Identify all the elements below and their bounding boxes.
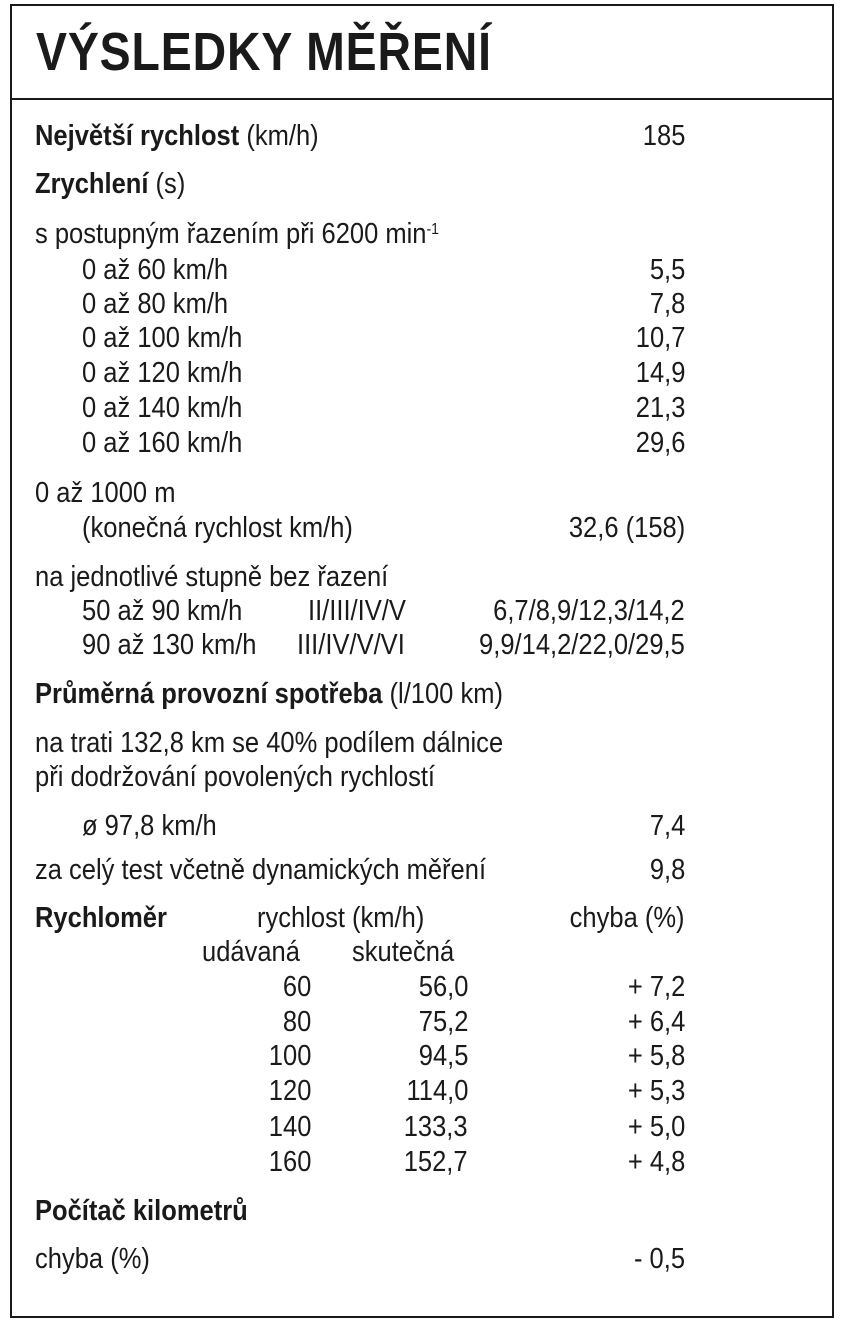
accel-row-label: 0 až 120 km/h — [82, 357, 243, 389]
speedometer-indicated: 160 — [268, 1146, 311, 1178]
acceleration-label: Zrychlení (s) — [35, 168, 186, 200]
accel-row-label: 0 až 140 km/h — [82, 392, 243, 424]
accel-row-label: 0 až 160 km/h — [82, 427, 243, 459]
accel-row-value: 21,3 — [635, 392, 685, 424]
elastic-row-gears: III/IV/V/VI — [297, 629, 405, 661]
elastic-intro: na jednotlivé stupně bez řazení — [35, 561, 389, 593]
speedometer-actual: 75,2 — [418, 1006, 468, 1038]
max-speed-label: Největší rychlost (km/h) — [35, 120, 319, 152]
speedometer-error: + 4,8 — [627, 1146, 685, 1178]
speedometer-indicated: 80 — [282, 1006, 311, 1038]
speedometer-error: + 5,3 — [627, 1075, 685, 1107]
page-title: VÝSLEDKY MĚŘENÍ — [36, 22, 492, 82]
accel-row-value: 29,6 — [635, 427, 685, 459]
speedometer-actual: 133,3 — [404, 1111, 468, 1143]
consumption-total-label: za celý test včetně dynamických měření — [35, 854, 487, 886]
odometer-label: Počítač kilometrů — [35, 1195, 248, 1227]
speedometer-col-indicated: udávaná — [202, 936, 300, 968]
accel-row-value: 14,9 — [635, 357, 685, 389]
accel-row-value: 7,8 — [649, 288, 685, 320]
speedometer-label: Rychloměr — [35, 902, 167, 934]
accel-row-label: 0 až 100 km/h — [82, 322, 243, 354]
km-label: 0 až 1000 m — [35, 477, 176, 509]
speedometer-actual: 56,0 — [418, 971, 468, 1003]
speedometer-error: + 7,2 — [627, 971, 685, 1003]
elastic-row-gears: II/III/IV/V — [308, 595, 406, 627]
consumption-avg-value: 7,4 — [649, 810, 685, 842]
elastic-row-label: 50 až 90 km/h — [82, 595, 243, 627]
speedometer-error: + 5,0 — [627, 1111, 685, 1143]
title-bar — [12, 6, 832, 100]
speedometer-error: + 6,4 — [627, 1006, 685, 1038]
elastic-row-value: 9,9/14,2/22,0/29,5 — [479, 629, 685, 661]
consumption-label: Průměrná provozní spotřeba (l/100 km) — [35, 678, 503, 710]
speedometer-col-actual: skutečná — [352, 936, 455, 968]
consumption-line1: na trati 132,8 km se 40% podílem dálnice — [35, 727, 504, 759]
gear-shift-intro: s postupným řazením při 6200 $\min^{-1}$ — [35, 218, 440, 250]
accel-row-label: 0 až 80 km/h — [82, 288, 229, 320]
elastic-row-label: 90 až 130 km/h — [82, 629, 257, 661]
odometer-error-label: chyba (%) — [35, 1243, 150, 1275]
accel-row-label: 0 až 60 km/h — [82, 254, 229, 286]
consumption-avg-label: ø 97,8 km/h — [82, 810, 217, 842]
speedometer-col-error: chyba (%) — [570, 902, 685, 934]
max-speed-value: 185 — [642, 120, 685, 152]
speedometer-indicated: 60 — [282, 971, 311, 1003]
accel-row-value: 10,7 — [635, 322, 685, 354]
odometer-error-value: - 0,5 — [633, 1243, 685, 1275]
speedometer-indicated: 100 — [268, 1040, 311, 1072]
speedometer-indicated: 120 — [268, 1075, 311, 1107]
speedometer-indicated: 140 — [268, 1111, 311, 1143]
speedometer-col-speed: rychlost (km/h) — [257, 902, 425, 934]
speedometer-actual: 152,7 — [404, 1146, 468, 1178]
accel-row-value: 5,5 — [649, 254, 685, 286]
km-value: 32,6 (158) — [568, 512, 685, 544]
speedometer-actual: 94,5 — [418, 1040, 468, 1072]
speedometer-error: + 5,8 — [627, 1040, 685, 1072]
km-sub-label: (konečná rychlost km/h) — [82, 512, 353, 544]
consumption-total-value: 9,8 — [649, 854, 685, 886]
consumption-line2: při dodržování povolených rychlostí — [35, 761, 436, 793]
elastic-row-value: 6,7/8,9/12,3/14,2 — [493, 595, 685, 627]
speedometer-actual: 114,0 — [406, 1075, 468, 1107]
